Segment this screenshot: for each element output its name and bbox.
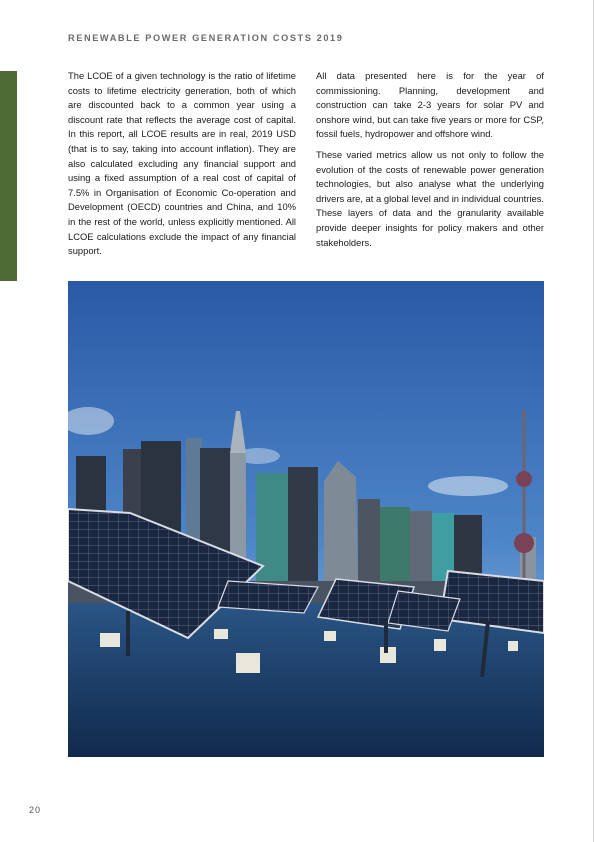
- float: [324, 631, 336, 641]
- page-number: 20: [29, 805, 42, 815]
- paragraph-commissioning-year: All data presented here is for the year of commissioning. Planning, development and construction can take 2-3 years for solar PV and onshore wind, but can take five years or more for CSP, fossil fuels, hydropower and offshore wind.: [316, 70, 544, 140]
- float: [214, 629, 228, 639]
- running-header: RENEWABLE POWER GENERATION COSTS 2019: [68, 33, 344, 43]
- tower: [288, 467, 318, 601]
- photo-illustration: [68, 281, 544, 757]
- tv-tower-sphere: [516, 471, 532, 487]
- body-column-left: [68, 69, 296, 265]
- float: [236, 653, 260, 673]
- paragraph-varied-metrics: These varied metrics allow us not only to follow the evolution of the costs of renewable power generation technologies, but also analyse what the underlying drivers are, at a global level and in individual countries. These layers of data and the granularity available provide deeper insights for policy makers and other stakeholders.: [316, 148, 544, 248]
- body-column-right: [316, 69, 544, 256]
- photo-floating-solar-city-skyline: [68, 281, 544, 757]
- float: [100, 633, 120, 647]
- float: [508, 641, 518, 651]
- section-accent-bar: [0, 71, 17, 281]
- tv-tower-sphere: [514, 533, 534, 553]
- paragraph-lcoe-definition: The LCOE of a given technology is the ratio of lifetime costs to lifetime electricity generation, both of which are discounted back to a common year using a discount rate that reflects the average cost of capital. In this report, all LCOE results are in real, 2019 USD (that is to say, taking into account inflation). They are also calculated excluding any financial support and using a fixed assumption of a real cost of capital of 7.5% in Organisation of Economic Co-operation and Development (OECD) countries and China, and 10% in the rest of the world, unless explicitly mentioned. All LCOE calculations exclude the impact of any financial support.: [68, 70, 296, 257]
- float: [434, 639, 446, 651]
- page-edge-divider: [593, 0, 594, 842]
- solar-panel: [218, 581, 318, 613]
- cloud: [428, 476, 508, 496]
- water: [68, 603, 544, 757]
